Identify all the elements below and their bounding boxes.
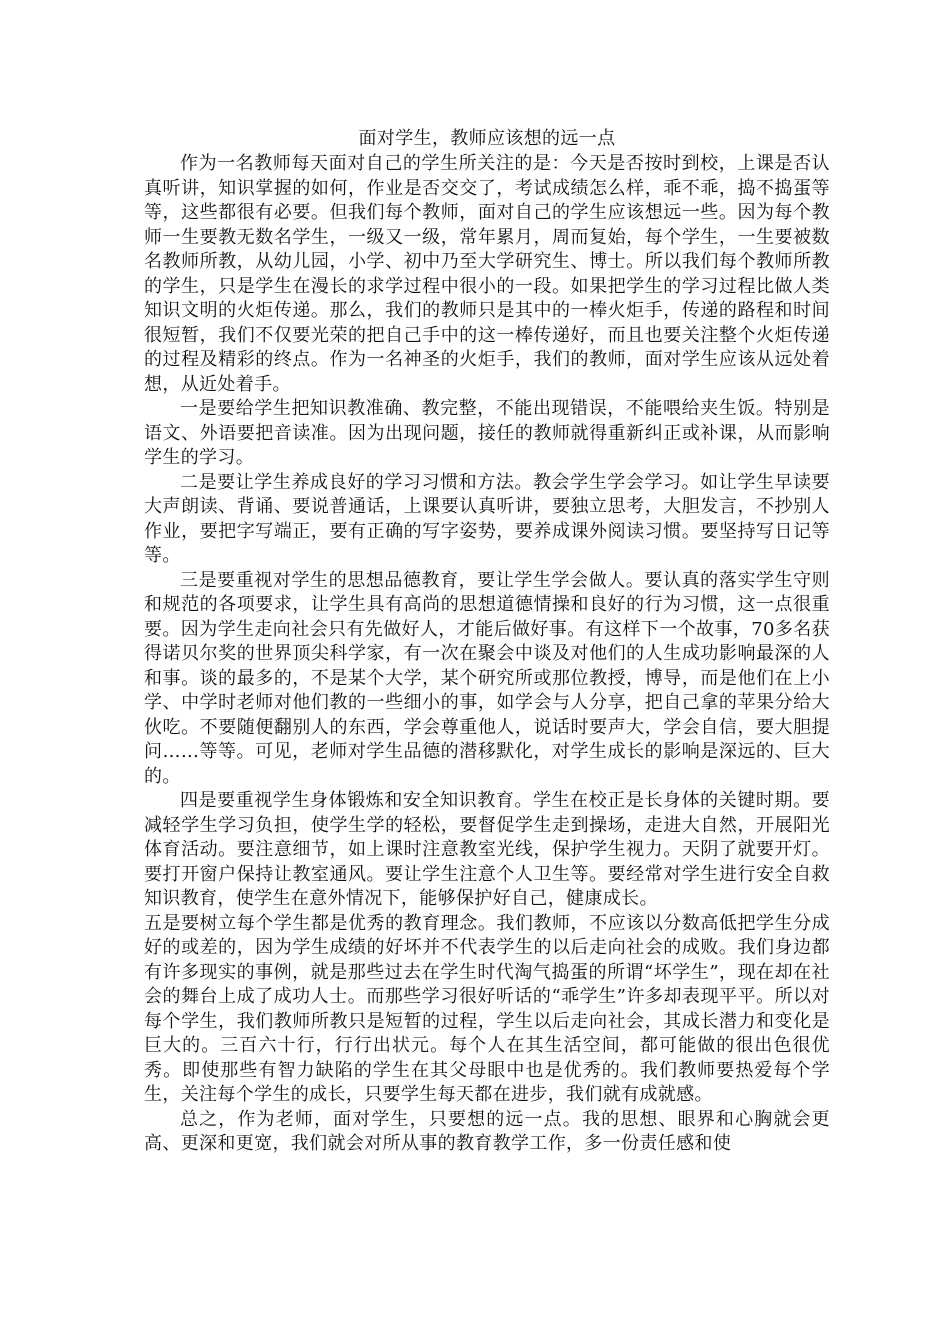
- paragraph-point-one: 一是要给学生把知识教准确、教完整，不能出现错误，不能喂给夹生饭。特别是语文、外语要把音读准。因为出现问题，接任的教师就得重新纠正或补课，从而影响学生的学习。: [144, 398, 830, 468]
- paragraph-intro: 作为一名教师每天面对自己的学生所关注的是：今天是否按时到校，上课是否认真听讲，知识掌握的如何，作业是否交交了，考试成绩怎么样，乖不乖，捣不捣蛋等等，这些都很有必要。但我们每个教师，面对自己的学生应该想远一些。因为每个教师一生要教无数名学生，一级又一级，常年累月，周而复始，每个学生，一生要被数名教师所教，从幼儿园，小学、初中乃至大学研究生、博士。所以我们每个教师所教的学生，只是学生在漫长的求学过程中很小的一段。如果把学生的学习过程比做人类知识文明的火炬传递。那么，我们的教师只是其中的一棒火炬手，传递的路程和时间很短暂，我们不仅要光荣的把自己手中的这一棒传递好，而且也要关注整个火炬传递的过程及精彩的终点。作为一名神圣的火炬手，我们的教师，面对学生应该从远处着想，从近处着手。: [144, 153, 830, 395]
- paragraph-point-four: 四是要重视学生身体锻炼和安全知识教育。学生在校正是长身体的关键时期。要减轻学生学习负担，使学生学的轻松，要督促学生走到操场，走进大自然，开展阳光体育活动。要注意细节，如上课时注意教室光线，保护学生视力。天阴了就要开灯。要打开窗户保持让教室通风。要让学生注意个人卫生等。要经常对学生进行安全自救知识教育，使学生在意外情况下，能够保护好自己，健康成长。: [144, 790, 830, 909]
- document-page: [144, 126, 830, 1157]
- paragraph-point-two: 二是要让学生养成良好的学习习惯和方法。教会学生学会学习。如让学生早读要大声朗读、背诵、要说普通话，上课要认真听讲，要独立思考，大胆发言，不抄别人作业，要把字写端正，要有正确的写字姿势，要养成课外阅读习惯。要坚持写日记等等。: [144, 471, 830, 566]
- paragraph-point-five: 五是要树立每个学生都是优秀的教育理念。我们教师，不应该以分数高低把学生分成好的或差的，因为学生成绩的好坏并不代表学生的以后走向社会的成败。我们身边都有许多现实的事例，就是那些过去在学生时代淘气捣蛋的所谓“坏学生”，现在却在社会的舞台上成了成功人士。而那些学习很好听话的“乖学生”许多却表现平平。所以对每个学生，我们教师所教只是短暂的过程，学生以后走向社会，其成长潜力和变化是巨大的。三百六十行，行行出状元。每个人在其生活空间，都可能做的很出色很优秀。即使那些有智力缺陷的学生在其父母眼中也是优秀的。我们教师要热爱每个学生，关注每个学生的成长，只要学生每天都在进步，我们就有成就感。: [144, 912, 830, 1105]
- paragraph-point-three: 三是要重视对学生的思想品德教育，要让学生学会做人。要认真的落实学生守则和规范的各项要求，让学生具有高尚的思想道德情操和良好的行为习惯，这一点很重要。因为学生走向社会只有先做好人，才能后做好事。有这样下一个故事，70多名获得诺贝尔奖的世界顶尖科学家，有一次在聚会中谈及对他们的人生成功影响最深的人和事。谈的最多的，不是某个大学，某个研究所或那位教授，博导，而是他们在上小学、中学时老师对他们教的一些细小的事，如学会与人分享，把自己拿的苹果分给大伙吃。不要随便翻别人的东西，学会尊重他人，说话时要声大，学会自信，要大胆提问……等等。可见，老师对学生品德的潜移默化，对学生成长的影响是深远的、巨大的。: [144, 569, 830, 787]
- paragraph-conclusion: 总之，作为老师，面对学生，只要想的远一点。我的思想、眼界和心胸就会更高、更深和更宽，我们就会对所从事的教育教学工作，多一份责任感和使: [144, 1108, 830, 1154]
- document-title: 面对学生，教师应该想的远一点: [358, 128, 616, 149]
